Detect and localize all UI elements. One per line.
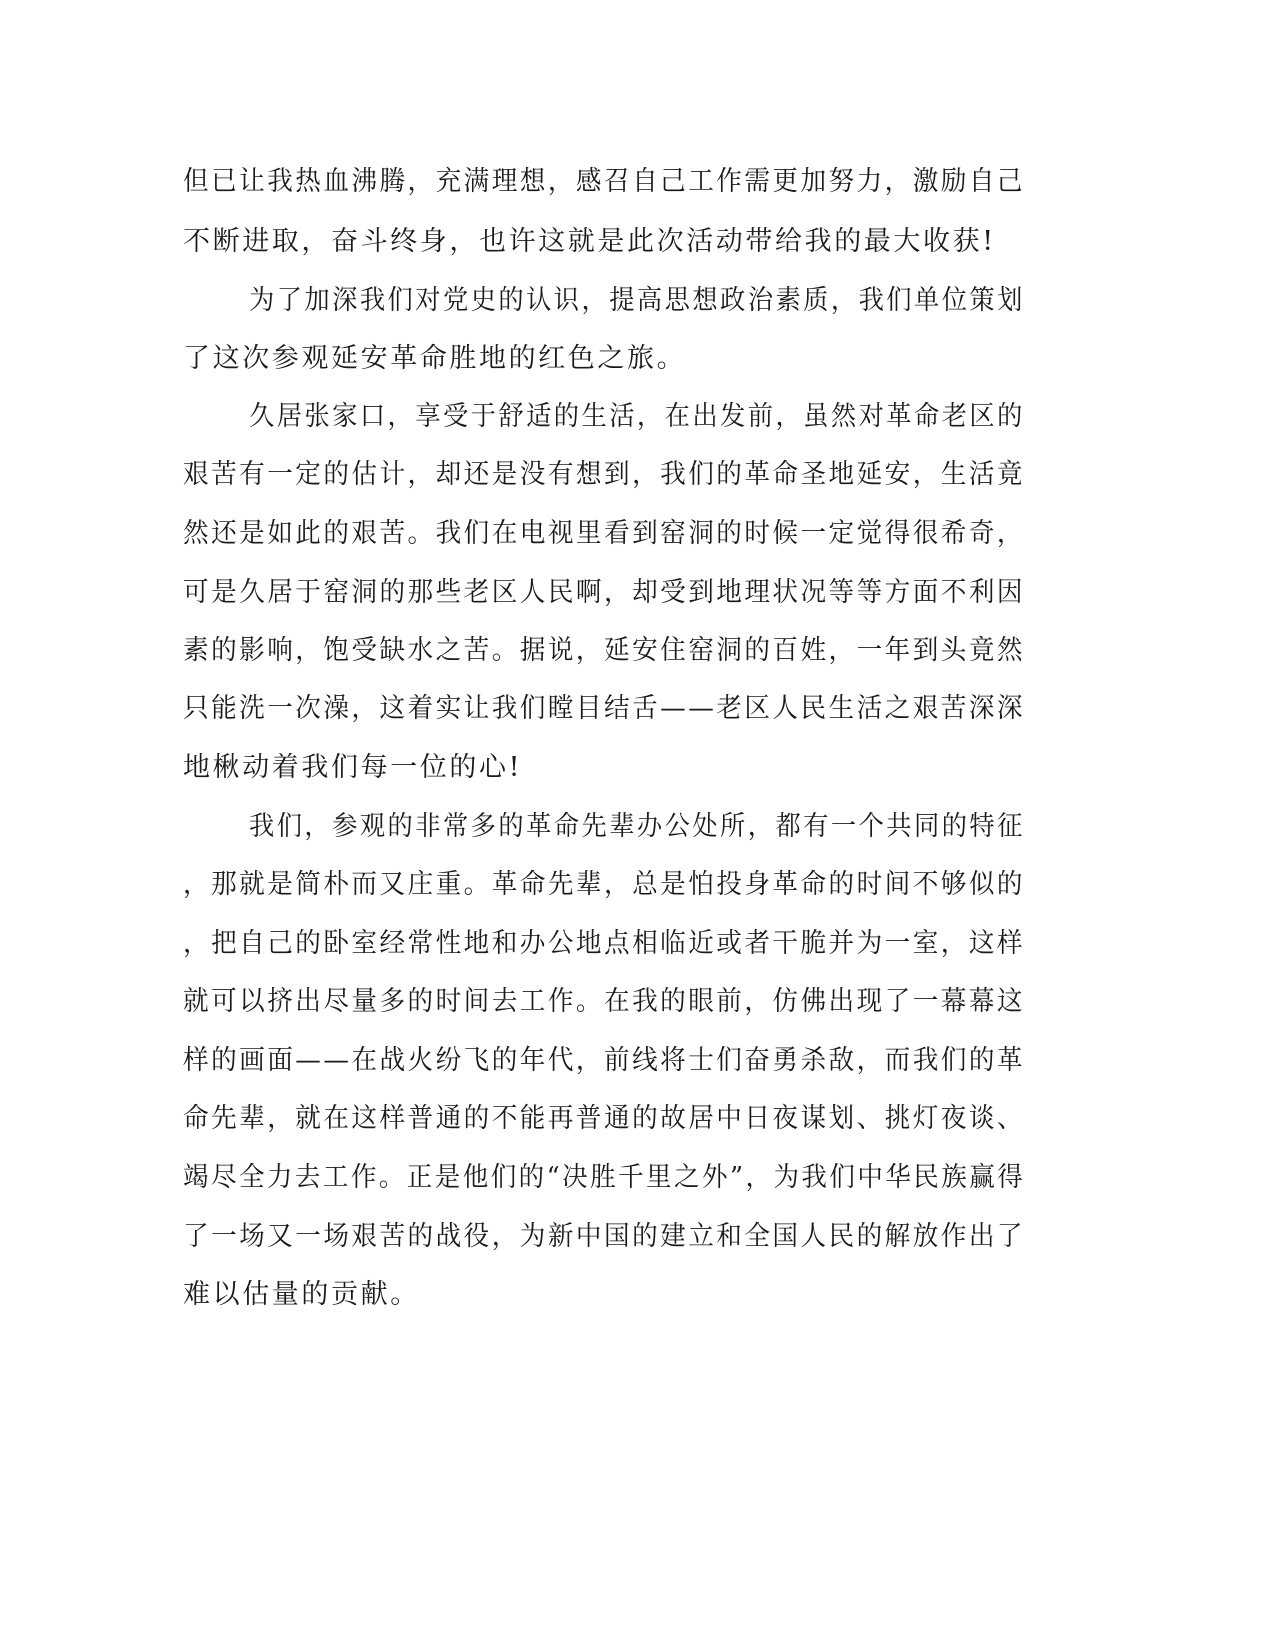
paragraph-line: 艰苦有一定的估计，却还是没有想到，我们的革命圣地延安，生活竟 — [183, 459, 1026, 490]
paragraph-line: 久居张家口，享受于舒适的生活，在出发前，虽然对革命老区的 — [249, 401, 1025, 432]
paragraph-line: 就可以挤出尽量多的时间去工作。在我的眼前，仿佛出现了一幕幕这 — [183, 986, 1026, 1017]
paragraph-line: 但已让我热血沸腾，充满理想，感召自己工作需更加努力，激励自己 — [183, 166, 1026, 197]
paragraph-line: 样的画面——在战火纷飞的年代，前线将士们奋勇杀敌，而我们的革 — [183, 1045, 1026, 1076]
paragraph-line: 可是久居于窑洞的那些老区人民啊，却受到地理状况等等方面不利因 — [183, 577, 1026, 608]
paragraph-line: 竭尽全力去工作。正是他们的“决胜千里之外”，为我们中华民族赢得 — [183, 1162, 1026, 1193]
paragraph-line: 命先辈，就在这样普通的不能再普通的故居中日夜谋划、挑灯夜谈、 — [183, 1103, 1026, 1134]
paragraph-line: 了这次参观延安革命胜地的红色之旅。 — [183, 343, 687, 374]
paragraph-line: 不断进取，奋斗终身，也许这就是此次活动带给我的最大收获! — [183, 226, 996, 257]
paragraph-line: 我们，参观的非常多的革命先辈办公处所，都有一个共同的特征 — [249, 811, 1025, 842]
paragraph-line: 然还是如此的艰苦。我们在电视里看到窑洞的时候一定觉得很希奇， — [183, 518, 1026, 549]
paragraph-line: 素的影响，饱受缺水之苦。据说，延安住窑洞的百姓，一年到头竟然 — [183, 635, 1026, 666]
paragraph-line: ，那就是简朴而又庄重。革命先辈，总是怕投身革命的时间不够似的 — [183, 869, 1026, 900]
paragraph-line: ，把自己的卧室经常性地和办公地点相临近或者干脆并为一室，这样 — [183, 928, 1026, 959]
paragraph-line: 只能洗一次澡，这着实让我们瞠目结舌——老区人民生活之艰苦深深 — [183, 693, 1026, 724]
paragraph-line: 难以估量的贡献。 — [183, 1279, 420, 1310]
paragraph-line: 为了加深我们对党史的认识，提高思想政治素质，我们单位策划 — [249, 285, 1025, 316]
paragraph-line: 地楸动着我们每一位的心! — [183, 752, 523, 783]
paragraph-line: 了一场又一场艰苦的战役，为新中国的建立和全国人民的解放作出了 — [183, 1221, 1026, 1252]
